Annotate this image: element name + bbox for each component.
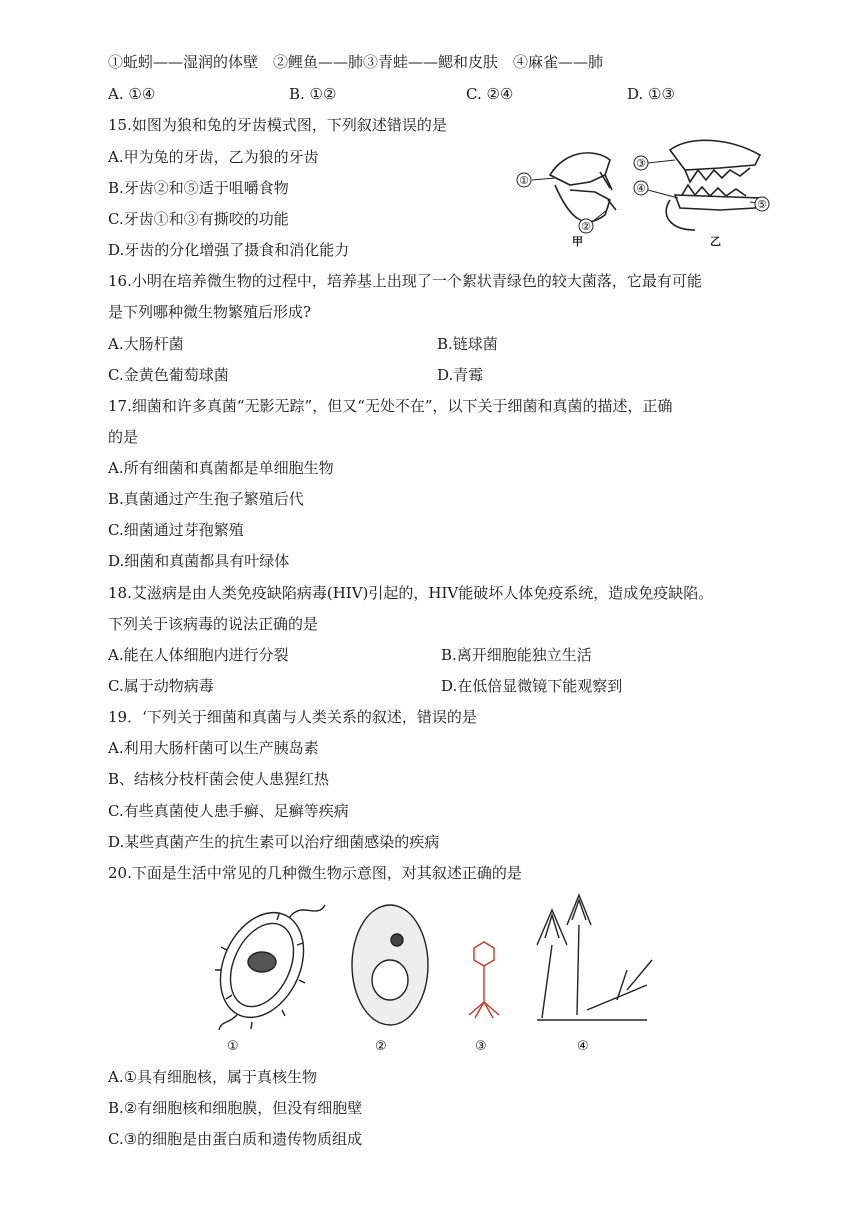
rabbit-teeth-figure bbox=[550, 153, 616, 222]
figure-label-4: ④ bbox=[577, 1039, 589, 1054]
q16-option-c: C.金黄色葡萄球菌 bbox=[108, 366, 229, 384]
q16-stem-line-2: 是下列哪种微生物繁殖后形成? bbox=[108, 303, 312, 321]
virus-figure bbox=[469, 942, 499, 1018]
figure-label-3: ③ bbox=[636, 157, 646, 170]
figure-label-1: ① bbox=[519, 174, 529, 187]
q17-stem-line-1: 17.细菌和许多真菌“无影无踪”，但又“无处不在”，以下关于细菌和真菌的描述，正确 bbox=[108, 397, 673, 415]
q15-option-d: D.牙齿的分化增强了摄食和消化能力 bbox=[108, 241, 350, 259]
q20-option-a: A.①具有细胞核，属于真核生物 bbox=[108, 1068, 318, 1086]
wolf-teeth-figure bbox=[666, 140, 760, 230]
q17-option-c: C.细菌通过芽孢繁殖 bbox=[108, 521, 244, 539]
q19-option-a: A.利用大肠杆菌可以生产胰岛素 bbox=[108, 739, 319, 757]
q19-option-c: C.有些真菌使人患手癣、足癣等疾病 bbox=[108, 802, 349, 820]
q20-option-b: B.②有细胞核和细胞膜，但没有细胞壁 bbox=[108, 1099, 363, 1117]
q18-option-c: C.属于动物病毒 bbox=[108, 677, 214, 695]
figure-label-2: ② bbox=[581, 220, 591, 233]
bacterium-figure bbox=[207, 899, 325, 1031]
q19-option-b: B、结核分枝杆菌会使人患猩红热 bbox=[108, 770, 330, 788]
q14-pairs: ①蚯蚓——湿润的体壁 ②鲤鱼——肺③青蛙——鳃和皮肤 ④麻雀——肺 bbox=[108, 53, 604, 71]
q14-option-d: D. ①③ bbox=[627, 85, 675, 103]
q14-option-b: B. ①② bbox=[289, 85, 337, 103]
figure-label-2: ② bbox=[375, 1039, 387, 1054]
q16-option-b: B.链球菌 bbox=[437, 335, 498, 353]
q17-option-a: A.所有细菌和真菌都是单细胞生物 bbox=[108, 459, 334, 477]
q16-option-a: A.大肠杆菌 bbox=[108, 335, 184, 353]
q20-stem: 20.下面是生活中常见的几种微生物示意图，对其叙述正确的是 bbox=[108, 864, 522, 882]
figure-caption-jia: 甲 bbox=[572, 235, 583, 248]
q19-stem: 19．‘下列关于细菌和真菌与人类关系的叙述，错误的是 bbox=[108, 708, 477, 726]
microorganisms-figure bbox=[207, 890, 662, 1060]
q18-option-d: D.在低倍显微镜下能观察到 bbox=[441, 677, 623, 695]
q18-option-a: A.能在人体细胞内进行分裂 bbox=[108, 646, 289, 664]
q15-option-a: A.甲为兔的牙齿，乙为狼的牙齿 bbox=[108, 148, 319, 166]
q14-option-a: A. ①④ bbox=[108, 85, 156, 103]
figure-label-3: ③ bbox=[475, 1039, 487, 1054]
figure-caption-yi: 乙 bbox=[710, 235, 721, 248]
teeth-diagram bbox=[510, 130, 770, 250]
yeast-figure bbox=[352, 905, 428, 1025]
q16-stem-line-1: 16.小明在培养微生物的过程中，培养基上出现了一个絮状青绿色的较大菌落，它最有可能 bbox=[108, 272, 702, 290]
q15-option-b: B.牙齿②和⑤适于咀嚼食物 bbox=[108, 179, 289, 197]
mold-figure bbox=[537, 895, 652, 1020]
q18-stem-line-1: 18.艾滋病是由人类免疫缺陷病毒(HIV)引起的，HIV能破坏人体免疫系统，造成免疫缺陷。 bbox=[108, 584, 714, 602]
figure-label-4: ④ bbox=[636, 182, 646, 195]
figure-label-5: ⑤ bbox=[757, 198, 767, 211]
q19-option-d: D.某些真菌产生的抗生素可以治疗细菌感染的疾病 bbox=[108, 833, 440, 851]
q18-option-b: B.离开细胞能独立生活 bbox=[441, 646, 592, 664]
q18-stem-line-2: 下列关于该病毒的说法正确的是 bbox=[108, 615, 319, 633]
q17-option-d: D.细菌和真菌都具有叶绿体 bbox=[108, 552, 290, 570]
q15-stem: 15.如图为狼和兔的牙齿模式图，下列叙述错误的是 bbox=[108, 116, 447, 134]
q20-option-c: C.③的细胞是由蛋白质和遗传物质组成 bbox=[108, 1130, 363, 1148]
q15-option-c: C.牙齿①和③有撕咬的功能 bbox=[108, 210, 289, 228]
q16-option-d: D.青霉 bbox=[437, 366, 484, 384]
q17-stem-line-2: 的是 bbox=[108, 428, 139, 446]
q14-option-c: C. ②④ bbox=[466, 85, 514, 103]
figure-label-1: ① bbox=[227, 1039, 239, 1054]
q17-option-b: B.真菌通过产生孢子繁殖后代 bbox=[108, 490, 304, 508]
